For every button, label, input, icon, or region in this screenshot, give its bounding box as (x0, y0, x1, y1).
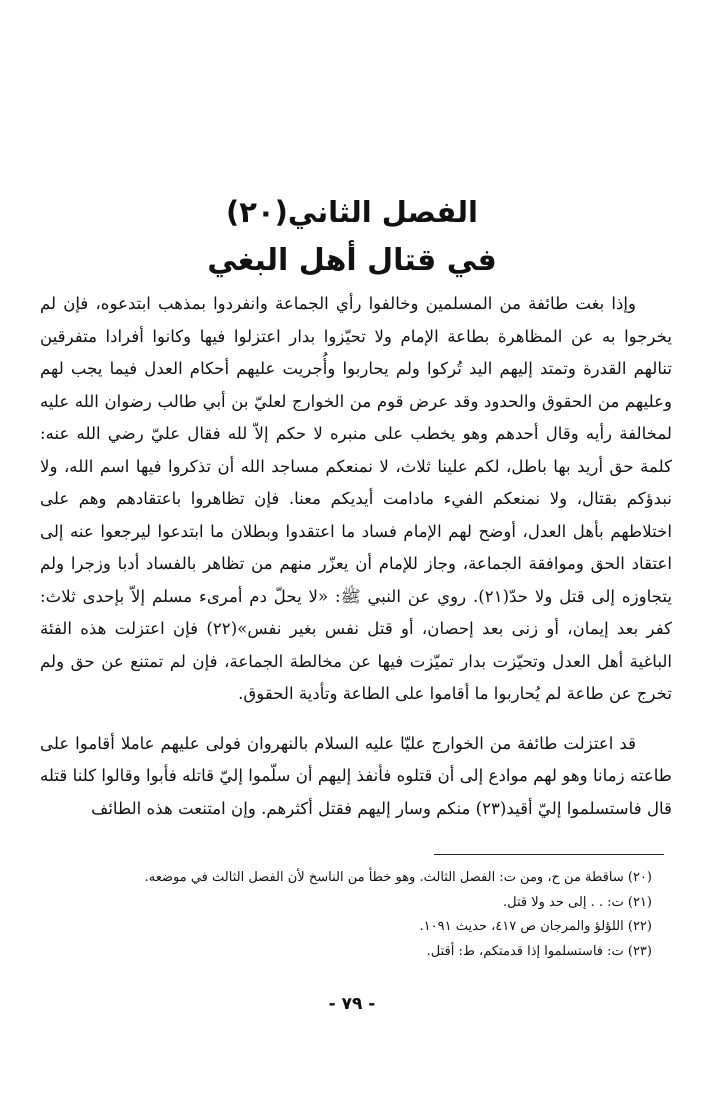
body-paragraph-1: وإذا بغت طائفة من المسلمين وخالفوا رأي الجماعة وانفردوا بمذهب ابتدعوه، فإن لم يخرجوا به عن المظاهرة بطاعة الإمام ولا تحيّزوا بدار اعتزلوا فيها وكانوا أفرادا متفرقين تنالهم القدرة وتمتد إليهم اليد تُركوا ولم يحاربوا وأُجريت عليهم أحكام العدل فيما يجب لهم وعليهم من الحقوق والحدود وقد عرض قوم من الخوارج لعليّ بن أبي طالب رضوان الله عليه لمخالفة رأيه وقال أحدهم وهو يخطب على منبره لا حكم إلاّ لله فقال عليّ رضي الله عنه: كلمة حق أريد بها باطل، لكم علينا ثلاث، لا نمنعكم مساجد الله أن تذكروا فيها اسم الله، ولا نبدؤكم بقتال، ولا نمنعكم الفيء مادامت أيديكم معنا. فإن تظاهروا باعتقادهم وهم على اختلاطهم بأهل العدل، أوضح لهم الإمام فساد ما اعتقدوا وبطلان ما ابتدعوا ليرجعوا عنه إلى اعتقاد الحق وموافقة الجماعة، وجاز للإمام أن يعزّر منهم من تظاهر بالفساد أدبا وزجرا ولم يتجاوزه إلى قتل ولا حدّ(٢١). روي عن النبي ﷺ: «لا يحلّ دم أمرىء مسلم إلاّ بإحدى ثلاث: كفر بعد إيمان، أو زنى بعد إحصان، أو قتل نفس بغير نفس»(٢٢) فإن اعتزلت هذه الفئة الباغية أهل العدل وتحيّزت بدار تميّزت فيها عن مخالطة الجماعة، فإن لم تمتنع عن حق ولم تخرج عن طاعة لم يُحاربوا ما أقاموا على الطاعة وتأدية الحقوق. (40, 294, 673, 703)
footnotes-list (40, 866, 652, 964)
footnote-divider (434, 854, 664, 855)
chapter-subtitle: في قتال أهل البغي (207, 243, 497, 278)
footnote-21: (٢١) ت: . . إلى حد ولا قتل. (502, 894, 652, 910)
body-text (40, 288, 672, 825)
body-paragraph-2: قد اعتزلت طائفة من الخوارج عليّا عليه السلام بالنهروان فولى عليهم عاملا أقاموا على طاعته زمانا وهو لهم موادع إلى أن قتلوه فأنفذ إليهم أن سلّموا إليّ قاتله فأبوا وقالوا كلنا قتله قال فاستسلموا إليّ أقيد(٢٣) منكم وسار إليهم فقتل أكثرهم. وإن امتنعت هذه الطائف (40, 733, 672, 818)
page-number: - ٧٩ - (328, 994, 376, 1014)
footnote-20: (٢٠) ساقطة من ح، ومن ت: الفصل الثالث. وهو خطأ من الناسخ لأن الفصل الثالث في موضعه. (144, 870, 652, 885)
footnote-23: (٢٣) ت: فاستسلموا إذا قدمتكم، ط: أقتل. (426, 943, 652, 959)
chapter-title: الفصل الثاني(٢٠) (226, 195, 478, 229)
footnote-22: (٢٢) اللؤلؤ والمرجان ص ٤١٧، حديث ١٠٩١. (419, 919, 652, 934)
